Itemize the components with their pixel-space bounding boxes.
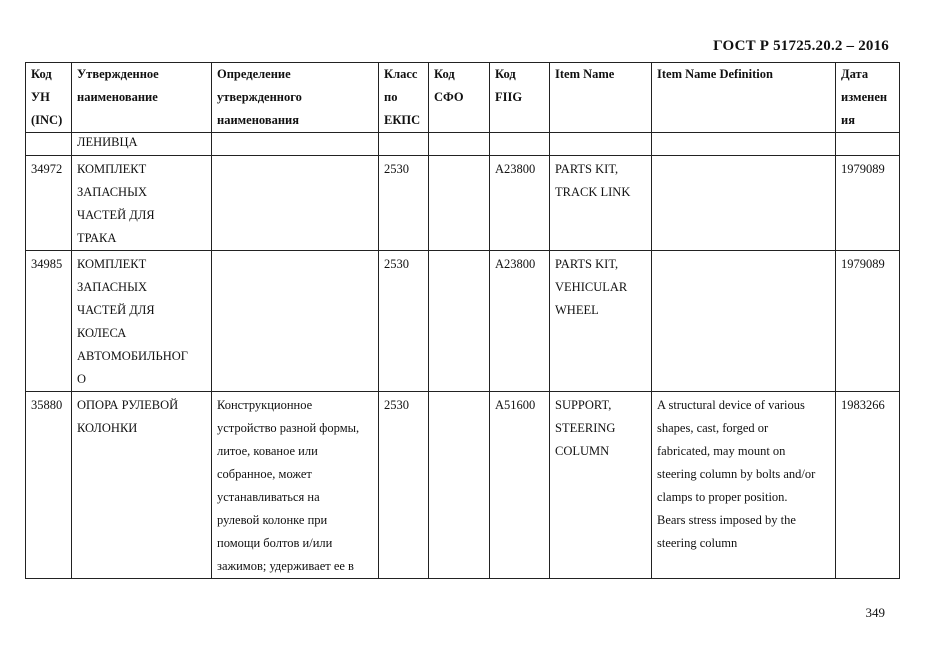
column-header-definition: Определение утвержденного наименования <box>212 63 379 133</box>
cell-definition <box>212 156 379 251</box>
cell-fiig: A51600 <box>490 392 550 579</box>
cell-class: 2530 <box>379 251 429 392</box>
data-table <box>25 62 900 579</box>
document-header: ГОСТ Р 51725.20.2 – 2016 <box>713 38 889 54</box>
column-header-inc: Код УН (INC) <box>26 63 72 133</box>
cell-sfo <box>429 392 490 579</box>
table-row <box>26 392 900 579</box>
column-header-approved-name: Утвержденное наименование <box>72 63 212 133</box>
cell-sfo <box>429 251 490 392</box>
cell-inc: 35880 <box>26 392 72 579</box>
cell-item-name-definition: A structural device of various shapes, cast, forged or fabricated, may mount on steering column by bolts and/or clamps to proper position. Bears stress imposed by the steering column <box>652 392 836 579</box>
cell-item-name: PARTS KIT, VEHICULAR WHEEL <box>550 251 652 392</box>
table-header-row <box>26 63 900 133</box>
column-header-fiig: Код FIIG <box>490 63 550 133</box>
cell-change-date: 1979089 <box>836 156 900 251</box>
cell-item-name-definition <box>652 156 836 251</box>
cell-item-name-definition <box>652 251 836 392</box>
cell-class <box>379 133 429 156</box>
table-row <box>26 156 900 251</box>
column-header-item-name: Item Name <box>550 63 652 133</box>
cell-item-name-definition <box>652 133 836 156</box>
cell-inc <box>26 133 72 156</box>
column-header-item-name-definition: Item Name Definition <box>652 63 836 133</box>
table-row <box>26 251 900 392</box>
cell-fiig <box>490 133 550 156</box>
cell-item-name: PARTS KIT, TRACK LINK <box>550 156 652 251</box>
cell-inc: 34985 <box>26 251 72 392</box>
column-header-class: Класс по ЕКПС <box>379 63 429 133</box>
cell-sfo <box>429 133 490 156</box>
cell-approved-name: КОМПЛЕКТ ЗАПАСНЫХ ЧАСТЕЙ ДЛЯ ТРАКА <box>72 156 212 251</box>
cell-change-date <box>836 133 900 156</box>
cell-class: 2530 <box>379 156 429 251</box>
column-header-change-date: Дата изменен ия <box>836 63 900 133</box>
cell-definition <box>212 133 379 156</box>
cell-item-name <box>550 133 652 156</box>
cell-approved-name: КОМПЛЕКТ ЗАПАСНЫХ ЧАСТЕЙ ДЛЯ КОЛЕСА АВТОМОБИЛЬНОГ О <box>72 251 212 392</box>
cell-fiig: A23800 <box>490 156 550 251</box>
cell-class: 2530 <box>379 392 429 579</box>
table-row-continuation <box>26 133 900 156</box>
page-number: 349 <box>865 605 885 620</box>
column-header-sfo: Код СФО <box>429 63 490 133</box>
cell-inc: 34972 <box>26 156 72 251</box>
cell-approved-name: ЛЕНИВЦА <box>72 133 212 156</box>
cell-sfo <box>429 156 490 251</box>
cell-definition: Конструкционное устройство разной формы, литое, кованое или собранное, может устанавливаться на рулевой колонке при помощи болтов и/или зажимов; удерживает ее в <box>212 392 379 579</box>
cell-change-date: 1979089 <box>836 251 900 392</box>
cell-approved-name: ОПОРА РУЛЕВОЙ КОЛОНКИ <box>72 392 212 579</box>
cell-item-name: SUPPORT, STEERING COLUMN <box>550 392 652 579</box>
cell-change-date: 1983266 <box>836 392 900 579</box>
cell-definition <box>212 251 379 392</box>
cell-fiig: A23800 <box>490 251 550 392</box>
